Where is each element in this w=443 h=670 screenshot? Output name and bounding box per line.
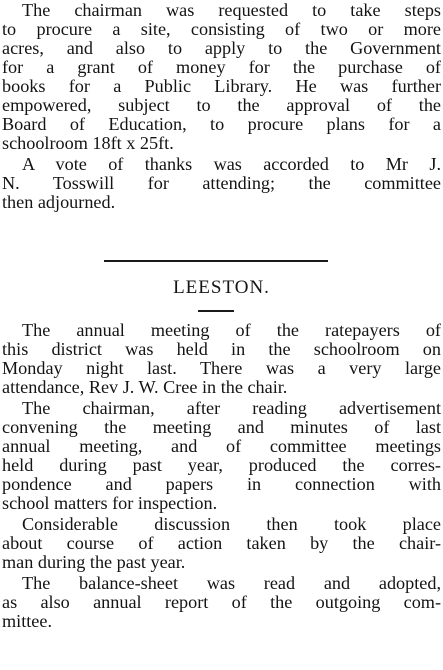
text-line: convening the meeting and minutes of last: [2, 417, 441, 437]
section-heading: LEESTON.: [173, 277, 270, 298]
text-line: man during the past year.: [2, 552, 186, 572]
text-line: for a grant of money for the purchase of: [2, 57, 441, 77]
text-line: acres, and also to apply to the Government: [2, 38, 441, 58]
text-line: this district was held in the schoolroom on: [2, 339, 441, 359]
text-line: empowered, subject to the approval of the: [2, 95, 441, 115]
heading-rule: [198, 310, 234, 312]
text-line: The annual meeting of the ratepayers of: [22, 320, 441, 340]
text-line: mittee.: [2, 611, 52, 631]
text-line: held during past year, produced the corres-: [2, 455, 441, 475]
text-line: school matters for inspection.: [2, 493, 218, 513]
text-line: pondence and papers in connection with: [2, 474, 441, 494]
text-line: N. Tosswill for attending; the committee: [2, 173, 441, 193]
text-line: Board of Education, to procure plans for a: [2, 114, 441, 134]
text-line: to procure a site, consisting of two or more: [2, 19, 441, 39]
text-line: The chairman, after reading advertisement: [22, 398, 441, 418]
text-line: books for a Public Library. He was further: [2, 76, 441, 96]
text-line: The balance-sheet was read and adopted,: [22, 573, 441, 593]
text-line: attendance, Rev J. W. Cree in the chair.: [2, 377, 288, 397]
text-line: then adjourned.: [2, 192, 116, 212]
text-line: about course of action taken by the chair-: [2, 533, 441, 553]
text-line: as also annual report of the outgoing com-: [2, 592, 441, 612]
text-line: The chairman was requested to take steps: [22, 0, 441, 20]
text-line: Monday night last. There was a very large: [2, 358, 441, 378]
text-line: annual meeting, and of committee meetings: [2, 436, 441, 456]
section-divider: [104, 260, 328, 262]
text-line: Considerable discussion then took place: [22, 514, 441, 534]
text-line: schoolroom 18ft x 25ft.: [2, 133, 174, 153]
text-line: A vote of thanks was accorded to Mr J.: [22, 154, 441, 174]
